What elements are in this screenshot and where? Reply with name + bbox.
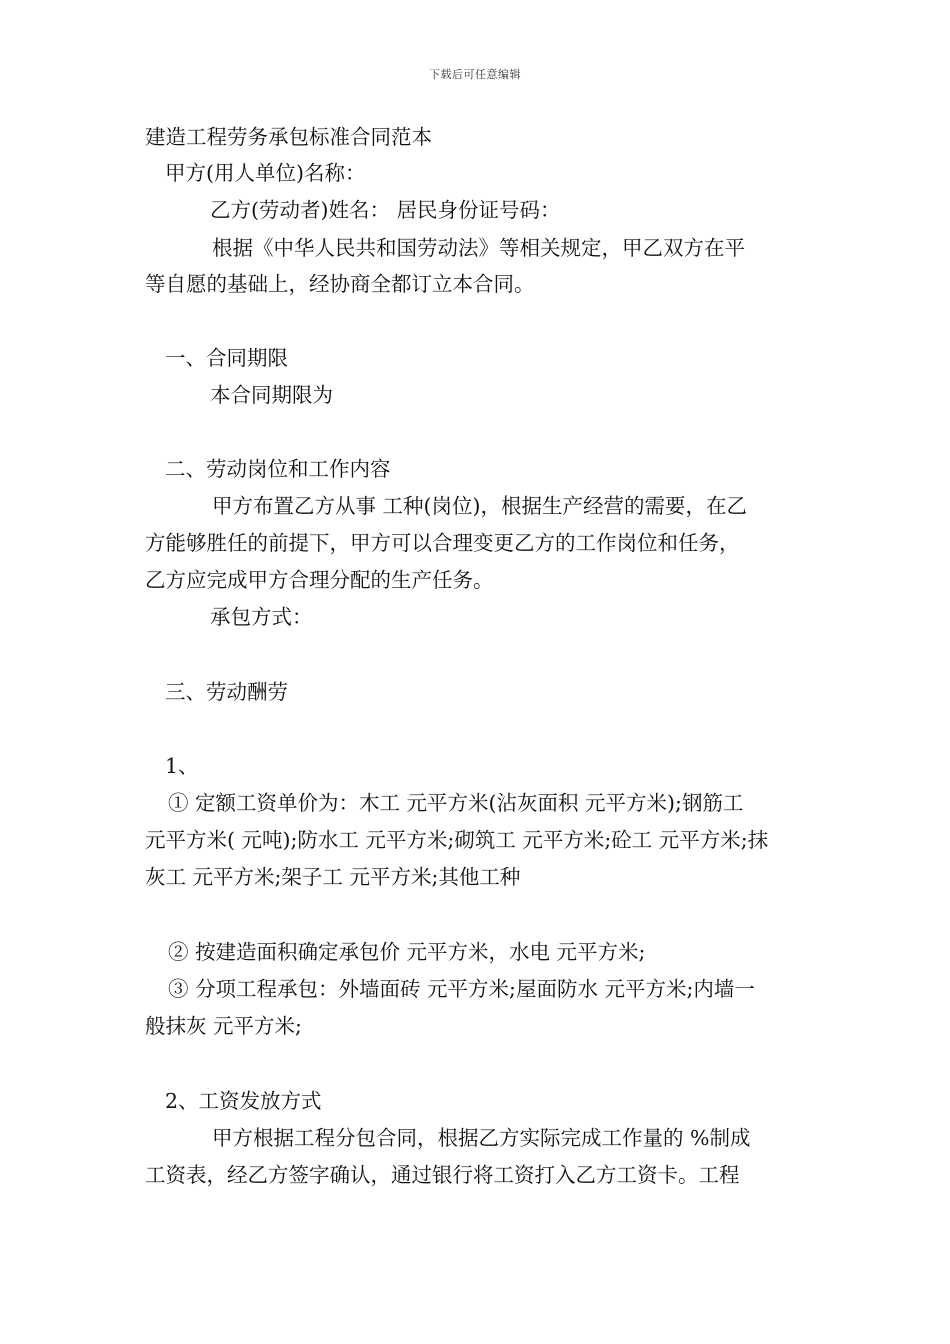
item1-sub3-line-1: ③ 分项工程承包：外墙面砖 元平方米;屋面防水 元平方米;内墙一 bbox=[168, 977, 755, 1001]
item1-label: 1、 bbox=[165, 754, 199, 778]
item2-body-line-1: 甲方根据工程分包合同，根据乙方实际完成工作量的 %制成 bbox=[212, 1126, 751, 1150]
item1-sub1-line-1: ① 定额工资单价为：木工 元平方米(沾灰面积 元平方米);钢筋工 bbox=[168, 791, 744, 815]
item1-sub1-line-2: 元平方米( 元吨);防水工 元平方米;砌筑工 元平方米;砼工 元平方米;抹 bbox=[145, 828, 769, 852]
section2-body-line-2: 方能够胜任的前提下，甲方可以合理变更乙方的工作岗位和任务， bbox=[145, 531, 740, 555]
item2-heading: 2、工资发放方式 bbox=[165, 1089, 322, 1113]
section3-heading: 三、劳动酬劳 bbox=[165, 680, 288, 704]
section1-body: 本合同期限为 bbox=[210, 383, 333, 407]
item1-sub3-line-2: 般抹灰 元平方米; bbox=[145, 1014, 302, 1038]
section2-heading: 二、劳动岗位和工作内容 bbox=[165, 457, 391, 481]
item1-sub2-line: ② 按建造面积确定承包价 元平方米，水电 元平方米; bbox=[168, 940, 646, 964]
contract-method-line: 承包方式： bbox=[210, 605, 313, 629]
section2-body-line-1: 甲方布置乙方从事 工种(岗位)，根据生产经营的需要，在乙 bbox=[212, 494, 748, 518]
item1-sub1-line-3: 灰工 元平方米;架子工 元平方米;其他工种 bbox=[145, 865, 521, 889]
section1-heading: 一、合同期限 bbox=[165, 346, 288, 370]
section2-body-line-3: 乙方应完成甲方合理分配的生产任务。 bbox=[145, 568, 494, 592]
party-b-line: 乙方(劳动者)姓名： 居民身份证号码： bbox=[210, 198, 561, 222]
intro-line-2: 等自愿的基础上，经协商全都订立本合同。 bbox=[145, 272, 535, 296]
page-header: 下载后可任意编辑 bbox=[429, 68, 521, 81]
party-a-line: 甲方(用人单位)名称： bbox=[165, 161, 366, 185]
item2-body-line-2: 工资表，经乙方签字确认，通过银行将工资打入乙方工资卡。工程 bbox=[145, 1163, 740, 1187]
document-title: 建造工程劳务承包标准合同范本 bbox=[145, 125, 432, 149]
intro-line-1: 根据《中华人民共和国劳动法》等相关规定，甲乙双方在平 bbox=[212, 236, 745, 260]
